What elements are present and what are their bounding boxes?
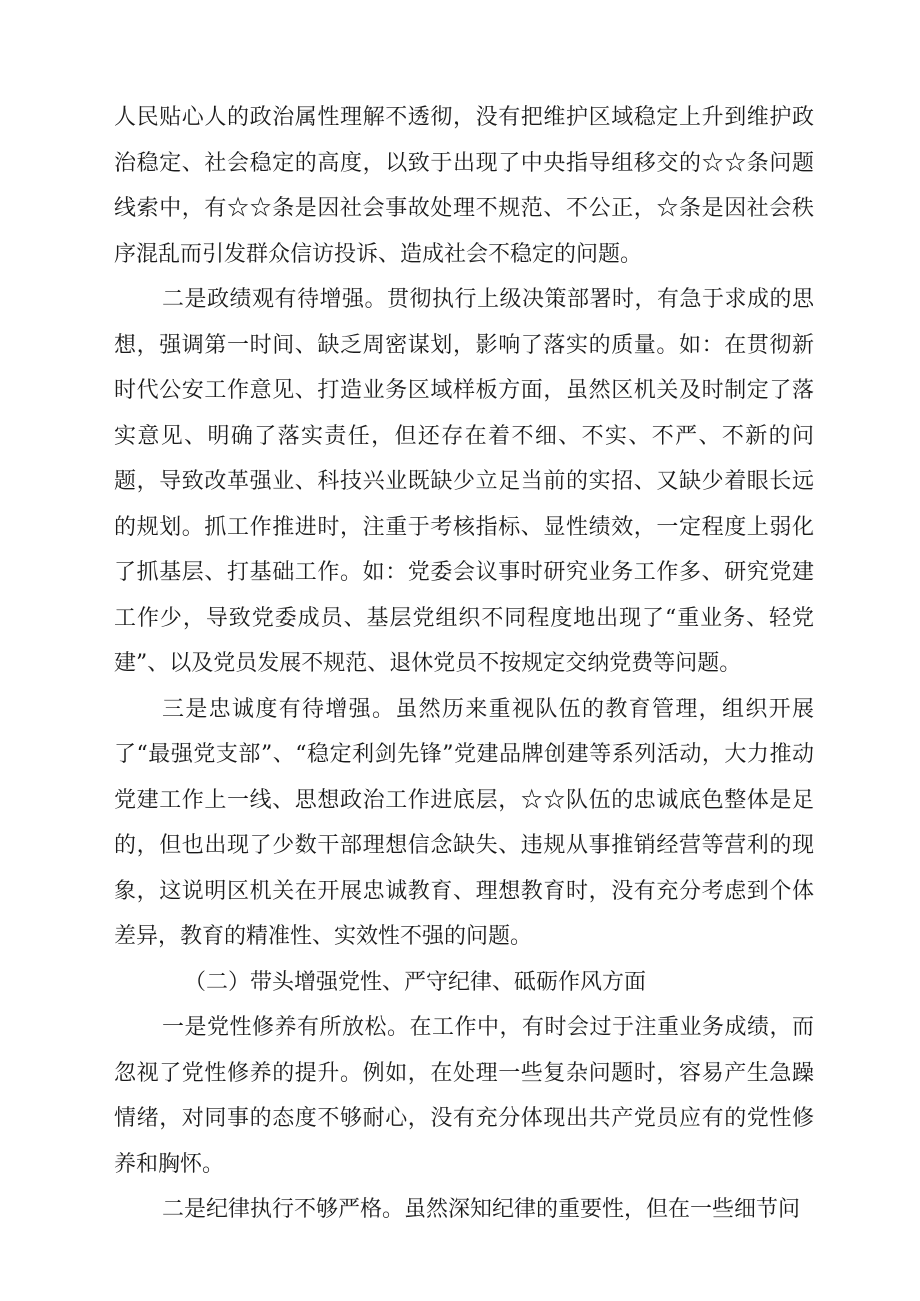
paragraph-discipline: 二是纪律执行不够严格。虽然深知纪律的重要性，但在一些细节问 <box>162 1197 801 1222</box>
document-body <box>114 95 814 1233</box>
section-heading: （二）带头增强党性、严守纪律、砥砺作风方面 <box>184 969 647 995</box>
paragraph-loyalty: 三是忠诚度有待增强。虽然历来重视队伍的教育管理，组织开展了“最强党支部”、“稳定利剑先锋”党建品牌创建等系列活动，大力推动党建工作上一线、思想政治工作进底层，☆☆队伍的忠诚底色整体是足的，但也出现了少数干部理想信念缺失、违规从事推销经营等营利的现象，这说明区机关在开展忠诚教育、理想教育时，没有充分考虑到个体差异，教育的精准性、实效性不强的问题。 <box>114 696 814 949</box>
paragraph-political-performance: 二是政绩观有待增强。贯彻执行上级决策部署时，有急于求成的思想，强调第一时间、缺乏周密谋划，影响了落实的质量。如：在贯彻新时代公安工作意见、打造业务区域样板方面，虽然区机关及时制定了落实意见、明确了落实责任，但还存在着不细、不实、不严、不新的问题，导致改革强业、科技兴业既缺少立足当前的实招、又缺少着眼长远的规划。抓工作推进时，注重于考核指标、显性绩效，一定程度上弱化了抓基层、打基础工作。如：党委会议事时研究业务工作多、研究党建工作少，导致党委成员、基层党组织不同程度地出现了“重业务、轻党建”、以及党员发展不规范、退休党员不按规定交纳党费等问题。 <box>114 287 814 676</box>
paragraph-continuation: 人民贴心人的政治属性理解不透彻，没有把维护区域稳定上升到维护政治稳定、社会稳定的高度，以致于出现了中央指导组移交的☆☆条问题线索中，有☆☆条是因社会事故处理不规范、不公正，☆条是因社会秩序混乱而引发群众信访投诉、造成社会不稳定的问题。 <box>114 105 814 267</box>
paragraph-party-spirit: 一是党性修养有所放松。在工作中，有时会过于注重业务成绩，而忽视了党性修养的提升。例如，在处理一些复杂问题时，容易产生急躁情绪，对同事的态度不够耐心，没有充分体现出共产党员应有的党性修养和胸怀。 <box>114 1015 814 1177</box>
